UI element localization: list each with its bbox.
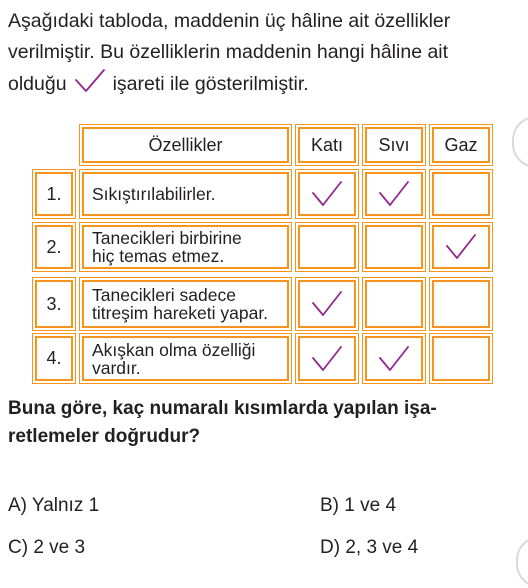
option-a[interactable]: A) Yalnız 1 [8, 495, 100, 516]
question-line-2: retlemeler doğrudur? [8, 426, 201, 447]
row-number: 2. [35, 225, 73, 269]
check-mark-icon [444, 233, 478, 261]
cell-solid-4 [298, 336, 356, 381]
cell-gas-2 [432, 225, 490, 269]
row-property-text [82, 280, 289, 328]
property-line-1: Akışkan olma özelliği [92, 339, 256, 360]
header-gas: Gaz [432, 127, 490, 163]
cell-liquid-4 [365, 336, 423, 381]
intro-line-3-end: işareti ile gösterilmiştir. [112, 73, 309, 95]
check-mark-icon [377, 180, 411, 208]
header-solid: Katı [298, 127, 356, 163]
cell-liquid-1 [365, 172, 423, 216]
property-line-2: titreşim hareketi yapar. [92, 303, 269, 323]
intro-line-3-start: olduğu [8, 73, 67, 95]
property-line-1: Tanecikleri birbirine [92, 228, 242, 248]
property-line-1: Tanecikleri sadece [92, 285, 236, 305]
cell-solid-3 [298, 280, 356, 328]
header-properties: Özellikler [82, 127, 289, 163]
cell-solid-2 [298, 225, 356, 269]
cell-gas-3 [432, 280, 490, 328]
row-property-text [82, 172, 289, 216]
intro-line-1: Aşağıdaki tabloda, maddenin üç hâline ait özellikler [8, 10, 451, 32]
cell-liquid-2 [365, 225, 423, 269]
row-number: 1. [35, 172, 73, 216]
property-line-2: vardır. [92, 357, 141, 378]
page-edge-tab [512, 116, 528, 168]
intro-text [8, 6, 528, 100]
check-mark-icon [73, 68, 107, 94]
row-number: 4. [35, 336, 73, 381]
row-property-text [82, 225, 289, 269]
option-d[interactable]: D) 2, 3 ve 4 [320, 537, 419, 558]
check-mark-icon [310, 290, 344, 318]
check-mark-icon [310, 345, 344, 373]
property-line-2: hiç temas etmez. [92, 246, 225, 266]
intro-line-2: verilmiştir. Bu özelliklerin maddenin hangi hâline ait [8, 41, 449, 63]
row-number: 3. [35, 280, 73, 328]
cell-gas-4 [432, 336, 490, 381]
cell-gas-1 [432, 172, 490, 216]
cell-solid-1 [298, 172, 356, 216]
page-edge-tab-bottom [516, 536, 528, 588]
cell-liquid-3 [365, 280, 423, 328]
option-b[interactable]: B) 1 ve 4 [320, 495, 397, 516]
header-liquid: Sıvı [365, 127, 423, 163]
check-mark-icon [310, 180, 344, 208]
check-mark-icon [377, 345, 411, 373]
property-line-1: Sıkıştırılabilirler. [92, 184, 216, 204]
question-text [8, 395, 528, 451]
option-c[interactable]: C) 2 ve 3 [8, 537, 86, 558]
question-line-1: Buna göre, kaç numaralı kısımlarda yapılan işa- [8, 398, 437, 419]
row-property-text [82, 336, 289, 381]
